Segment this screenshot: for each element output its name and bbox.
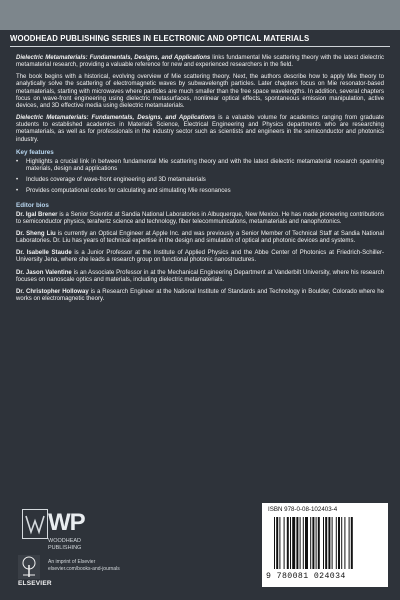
editor-name: Dr. Christopher Holloway xyxy=(16,288,89,295)
book-title-inline: Dielectric Metamaterials: Fundamentals, Designs, and Applications xyxy=(16,55,211,61)
feature-item: • Includes coverage of wave-front engineering and 3D metamaterials xyxy=(16,177,384,184)
woodhead-logo-icon xyxy=(22,509,48,539)
key-features-list xyxy=(16,159,384,196)
editor-name: Dr. Jason Valentine xyxy=(16,269,72,276)
publisher-website: elsevier.com/books-and-journals xyxy=(48,566,120,572)
publisher-name-line2: PUBLISHING xyxy=(48,545,82,551)
feature-item: • Provides computational codes for calculating and simulating Mie resonances xyxy=(16,188,384,195)
blurb-paragraph-2: The book begins with a historical, evolving overview of Mie scattering theory. Next, the authors describe how to apply Mie theory to analytically solve the scattering of electromagnetic waves by subwavelength particles. Later chapters focus on Mie resonator-based metamaterials, starting with microwaves where particles are much smaller than the free space wavelengths. In addition, several chapters focus on wave-front engineering using dielectric metasurfaces, nonlinear optical effects, spontaneous emission manipulation, active devices, and 3D effective media using dielectric metamaterials. xyxy=(16,74,384,109)
blurb-paragraph-3-text: is a valuable volume for academics ranging from graduate students to established academics in Materials Science, Electrical Engineering and Physics departments who are researching metamaterials, as well as for professionals in the industry sector such as scientists and engineers in the semiconductor and photonics industry. xyxy=(16,115,384,143)
editor-bio-text: is an Associate Professor in at the Mechanical Engineering Department at Vanderbilt University, where his research focuses on nanoscale optics and materials, including dielectric metamaterials. xyxy=(16,269,385,283)
key-features-heading: Key features xyxy=(16,148,54,156)
blurb-paragraph-1-text: links fundamental Mie scattering theory with the latest dielectric metamaterial research, providing a valuable reference for new and experienced researchers in the field. xyxy=(16,55,384,69)
barcode-icon xyxy=(274,517,382,569)
editor-bio xyxy=(16,270,384,284)
series-color-band xyxy=(0,0,400,30)
feature-item: • Highlights a crucial link in between fundamental Mie scattering theory and with the latest dielectric metamaterial research spanning materials, design and applications xyxy=(16,159,384,173)
woodhead-logo-letters: WP xyxy=(48,509,85,536)
editor-bio xyxy=(16,231,384,245)
editor-bio-text: is a Senior Scientist at Sandia National Laboratories in Albuquerque, New Mexico. He has made pioneering contributions to semiconductor physics, terahertz science and technology, fiber telecommunications, metamaterials and nanophotonics. xyxy=(16,211,384,225)
elsevier-logo-text: ELSEVIER xyxy=(18,580,52,587)
editor-name: Dr. Sheng Liu xyxy=(16,230,56,237)
barcode-digits: 9 780081 024034 xyxy=(266,572,346,581)
series-divider xyxy=(10,46,390,47)
editor-bio xyxy=(16,289,384,303)
editor-bio-text: is a Junior Professor at the Institute of Applied Physics and the Abbe Center of Photonics at Friedrich-Schiller-University Jena, where she leads a research group on functional photonic nanostructures. xyxy=(16,250,384,264)
editor-bios-heading: Editor bios xyxy=(16,201,49,209)
isbn-barcode-box xyxy=(262,503,388,587)
blurb-paragraph-1 xyxy=(16,55,384,69)
editor-bio-text: is currently an Optical Engineer at Apple Inc. and was previously a Senior Member of Technical Staff at Sandia National Laboratories. Dr. Liu has years of technical expertise in the design and simulation of optical and photonic devices and systems. xyxy=(16,230,385,245)
imprint-line: An imprint of Elsevier xyxy=(48,559,96,565)
book-title-inline: Dielectric Metamaterials: Fundamentals, Designs, and Applications xyxy=(16,115,216,122)
publisher-logo-block xyxy=(18,505,138,590)
blurb-paragraph-3 xyxy=(16,115,384,144)
elsevier-tree-icon xyxy=(18,555,40,579)
editor-bio xyxy=(16,212,384,226)
editor-bio-text: is a Research Engineer at the National Institute of Standards and Technology in Boulder, Colorado where he works on electromagnetic theory. xyxy=(16,288,384,303)
editor-bio xyxy=(16,250,384,264)
back-cover-text xyxy=(16,55,384,308)
isbn-label: ISBN 978-0-08-102403-4 xyxy=(268,506,338,513)
editor-name: Dr. Igal Brener xyxy=(16,211,58,218)
publisher-name-line1: WOODHEAD xyxy=(48,538,81,544)
editor-name: Dr. Isabelle Staude xyxy=(16,250,72,257)
series-title: WOODHEAD PUBLISHING SERIES IN ELECTRONIC AND OPTICAL MATERIALS xyxy=(10,34,310,43)
